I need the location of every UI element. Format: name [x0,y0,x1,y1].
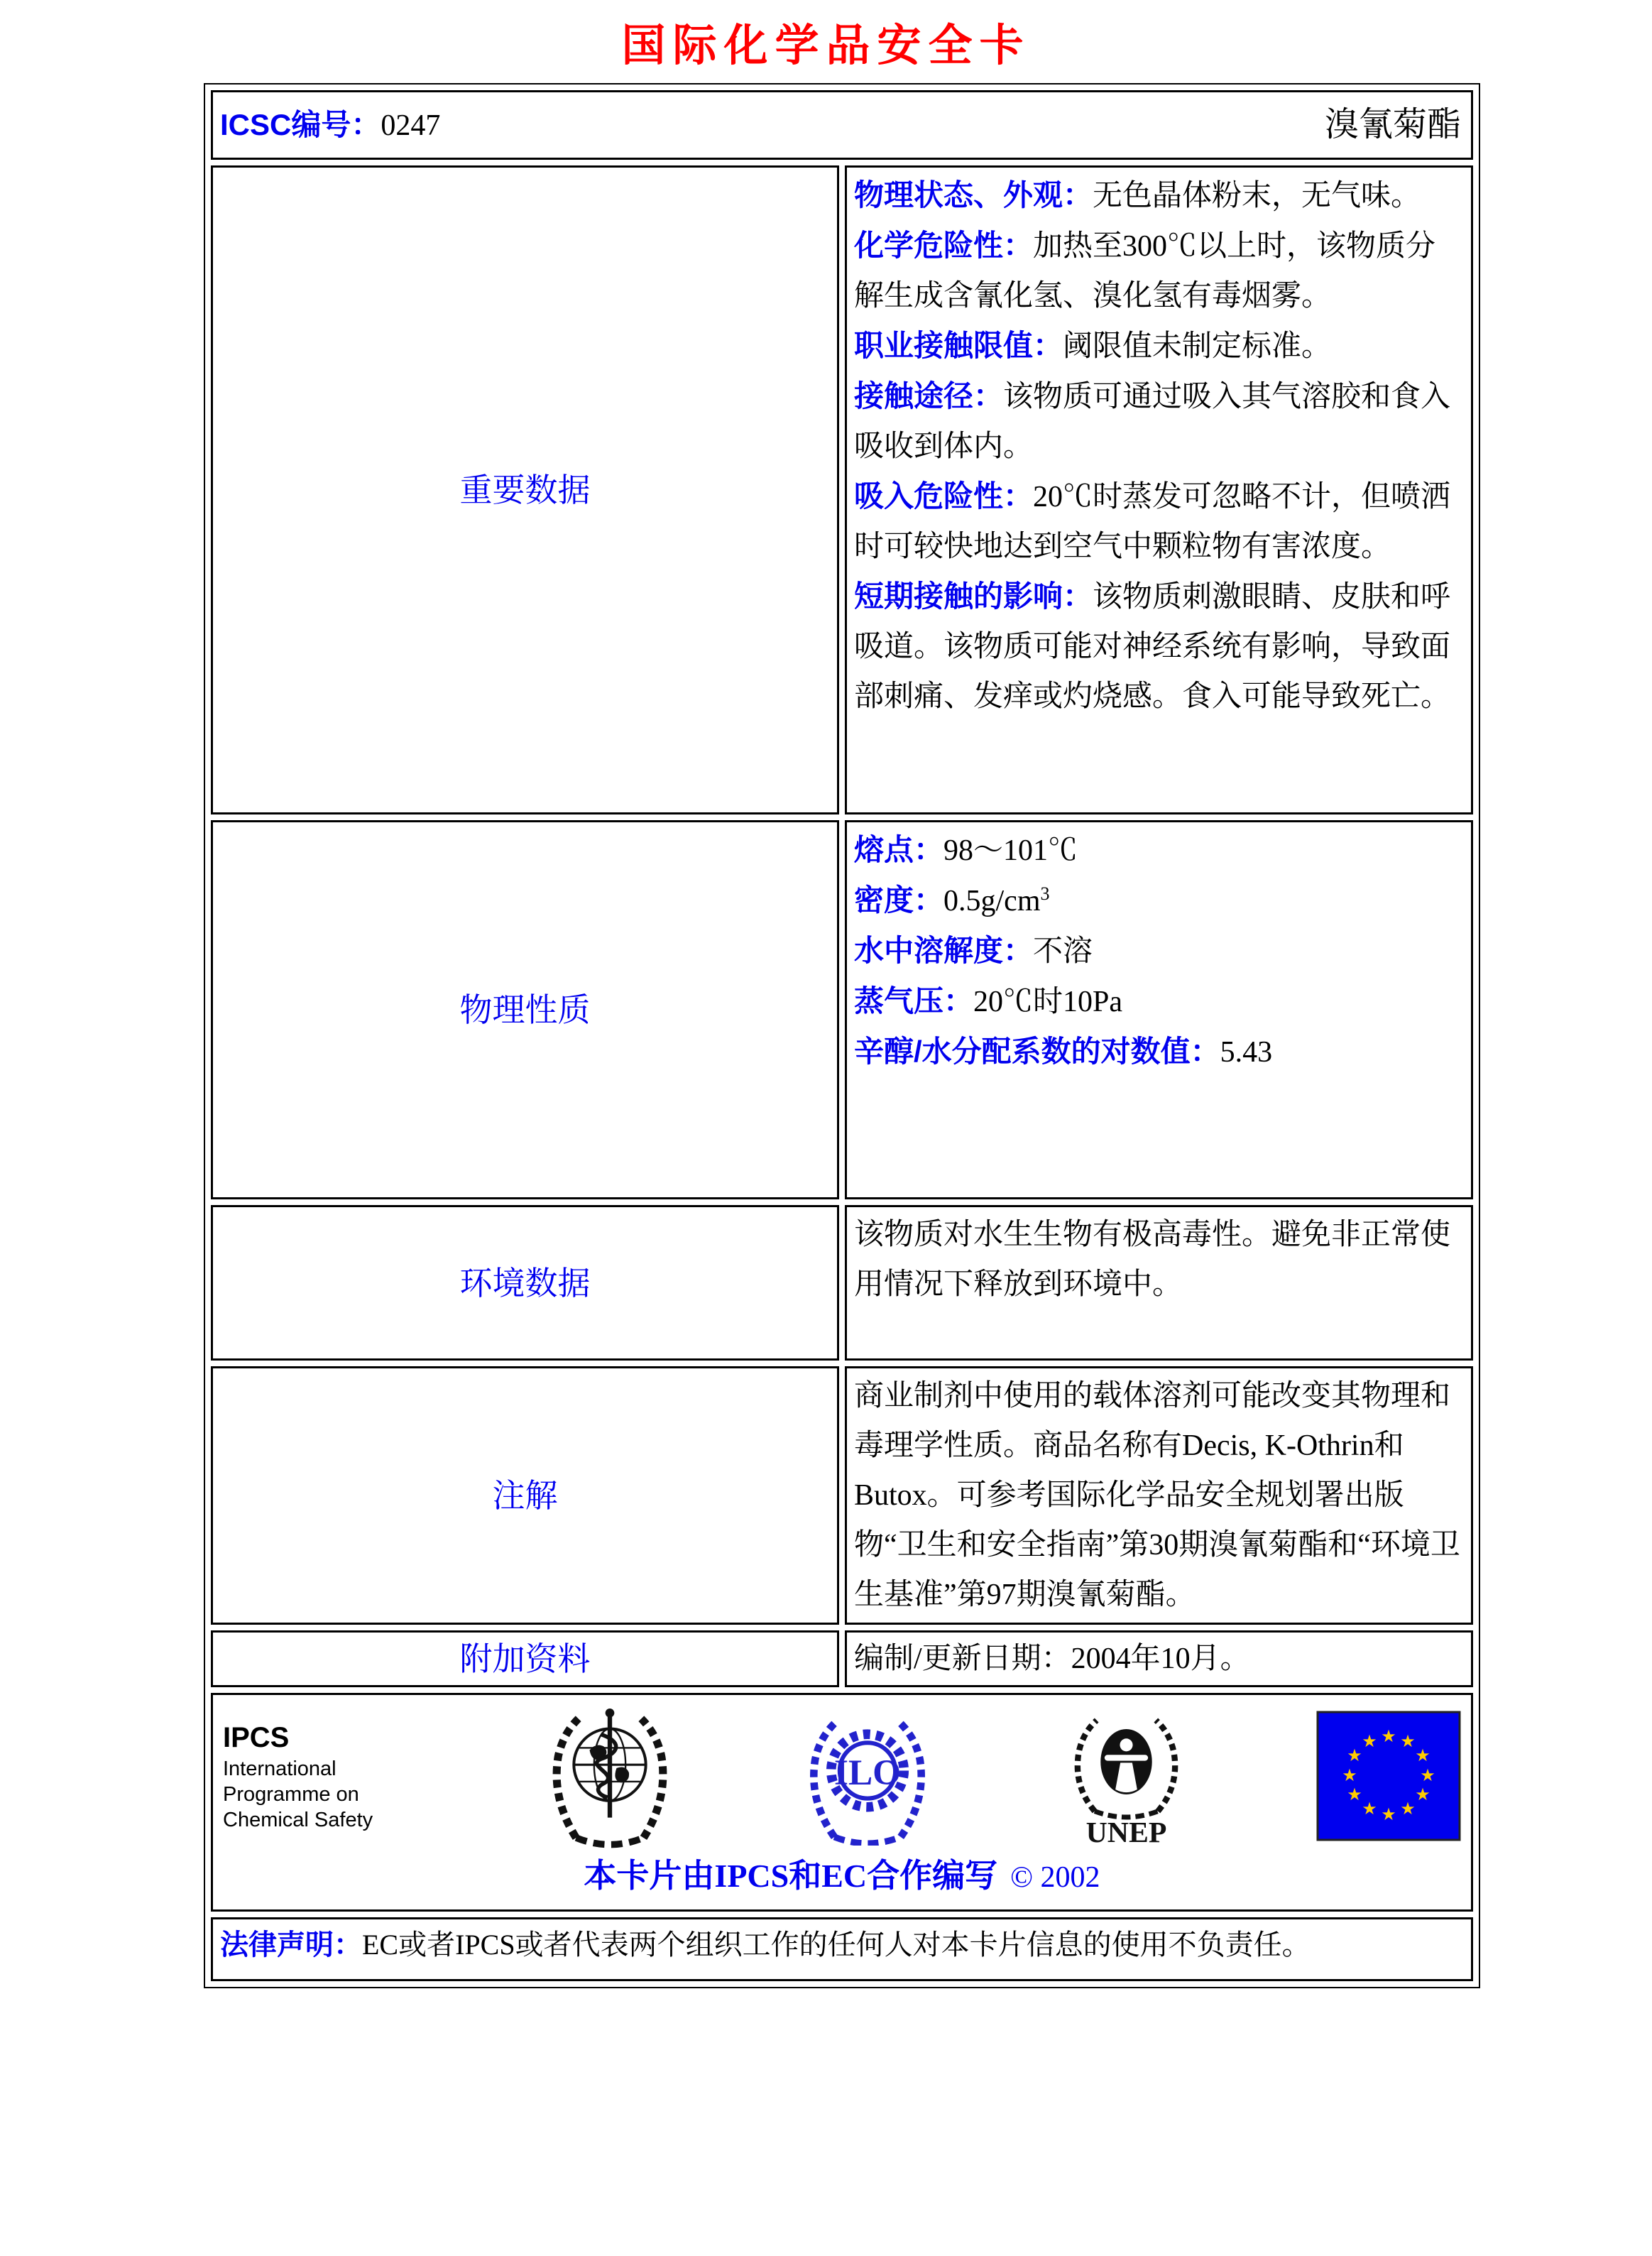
important-data-item-short-term-effects: 短期接触的影响：该物质刺激眼睛、皮肤和呼吸道。该物质可能对神经系统有影响，导致面部刺痛、发痒或灼烧感。食入可能导致死亡。 [854,579,1451,713]
icsc-number-label: ICSC编号： [220,107,381,141]
physical-properties-content [845,820,1473,1199]
legal-notice-row [211,1917,1473,1981]
icsc-card-table [204,83,1480,1988]
svg-text:★: ★ [1342,1765,1357,1785]
additional-info-content [845,1630,1473,1687]
physical-property-melting-point: 熔点：98～101℃ [854,833,1078,867]
ipcs-line-3: Chemical Safety [223,1808,373,1831]
physical-property-vapor-pressure: 蒸气压：20℃时10Pa [854,984,1123,1018]
who-logo-icon [542,1703,677,1849]
legal-notice-label: 法律声明： [220,1929,362,1961]
svg-text:★: ★ [1347,1745,1362,1765]
ilo-monogram: ILO [833,1752,901,1793]
ilo-logo-icon [798,1706,937,1846]
svg-text:★: ★ [1400,1731,1416,1751]
svg-text:★: ★ [1415,1784,1431,1804]
icsc-number-value: 0247 [381,109,441,142]
ipcs-line-1: International [223,1757,337,1780]
important-data-item-inhalation-risk: 吸入危险性：20℃时蒸发可忽略不计，但喷洒时可较快地达到空气中颗粒物有害浓度。 [854,479,1451,563]
svg-text:★: ★ [1362,1798,1377,1819]
legal-notice-text: EC或者IPCS或者代表两个组织工作的任何人对本卡片信息的使用不负责任。 [362,1929,1311,1961]
svg-text:★: ★ [1381,1804,1396,1824]
row-label-notes: 注解 [211,1366,839,1625]
svg-text:★: ★ [1362,1731,1377,1751]
environmental-data-content [845,1205,1473,1361]
row-label-environmental-data: 环境数据 [211,1205,839,1361]
important-data-item-exposure-route: 接触途径：该物质可通过吸入其气溶胶和食入吸收到体内。 [854,379,1451,463]
important-data-item-exposure-limit: 职业接触限值：阈限值未制定标准。 [854,329,1332,363]
important-data-item-chemical-danger: 化学危险性：加热至300℃以上时，该物质分解生成含氰化氢、溴化氢有毒烟雾。 [854,229,1436,312]
environmental-data-text: 该物质对水生生物有极高毒性。避免非正常使用情况下释放到环境中。 [854,1219,1451,1301]
logos-row [211,1693,1473,1912]
notes-content [845,1366,1473,1625]
physical-property-logp: 辛醇/水分配系数的对数值：5.43 [854,1035,1273,1069]
svg-text:★: ★ [1347,1784,1362,1804]
important-data-content [845,165,1473,814]
row-label-important-data: 重要数据 [211,165,839,814]
row-label-physical-properties: 物理性质 [211,820,839,1199]
important-data-item-physical-state: 物理状态、外观：无色晶体粉末，无气味。 [854,178,1421,212]
page-title: 国际化学品安全卡 [621,22,1031,70]
cooperation-caption [223,1856,1461,1897]
row-label-additional-info: 附加资料 [211,1630,839,1687]
svg-text:★: ★ [1415,1745,1431,1765]
physical-property-water-solubility: 水中溶解度：不溶 [854,934,1093,968]
additional-info-text: 编制/更新日期：2004年10月。 [854,1642,1250,1675]
icsc-number-group [220,100,440,151]
unep-logo-icon [1057,1706,1196,1845]
unep-label: UNEP [1085,1816,1167,1845]
svg-text:★: ★ [1381,1726,1396,1746]
copyright-text: © 2002 [1010,1861,1100,1894]
svg-text:★: ★ [1420,1765,1435,1785]
svg-text:★: ★ [1400,1798,1416,1819]
ipcs-line-2: Programme on [223,1782,359,1806]
eu-flag-icon [1316,1711,1461,1841]
chemical-name: 溴氰菊酯 [1324,106,1461,143]
ipcs-acronym: IPCS [223,1721,290,1753]
caption-text: 本卡片由IPCS和EC合作编写 [584,1858,998,1894]
ipcs-text-block [223,1719,422,1833]
card-header-cell [211,90,1473,160]
physical-property-density: 密度：$0.5g/cm^3$ [854,883,1050,917]
notes-text: 商业制剂中使用的载体溶剂可能改变其物理和毒理学性质。商品名称有Decis, K-Othrin和Butox。可参考国际化学品安全规划署出版物“卫生和安全指南”第30期溴氰菊酯和“环境卫生基准”第97期溴氰菊酯。 [854,1380,1460,1611]
